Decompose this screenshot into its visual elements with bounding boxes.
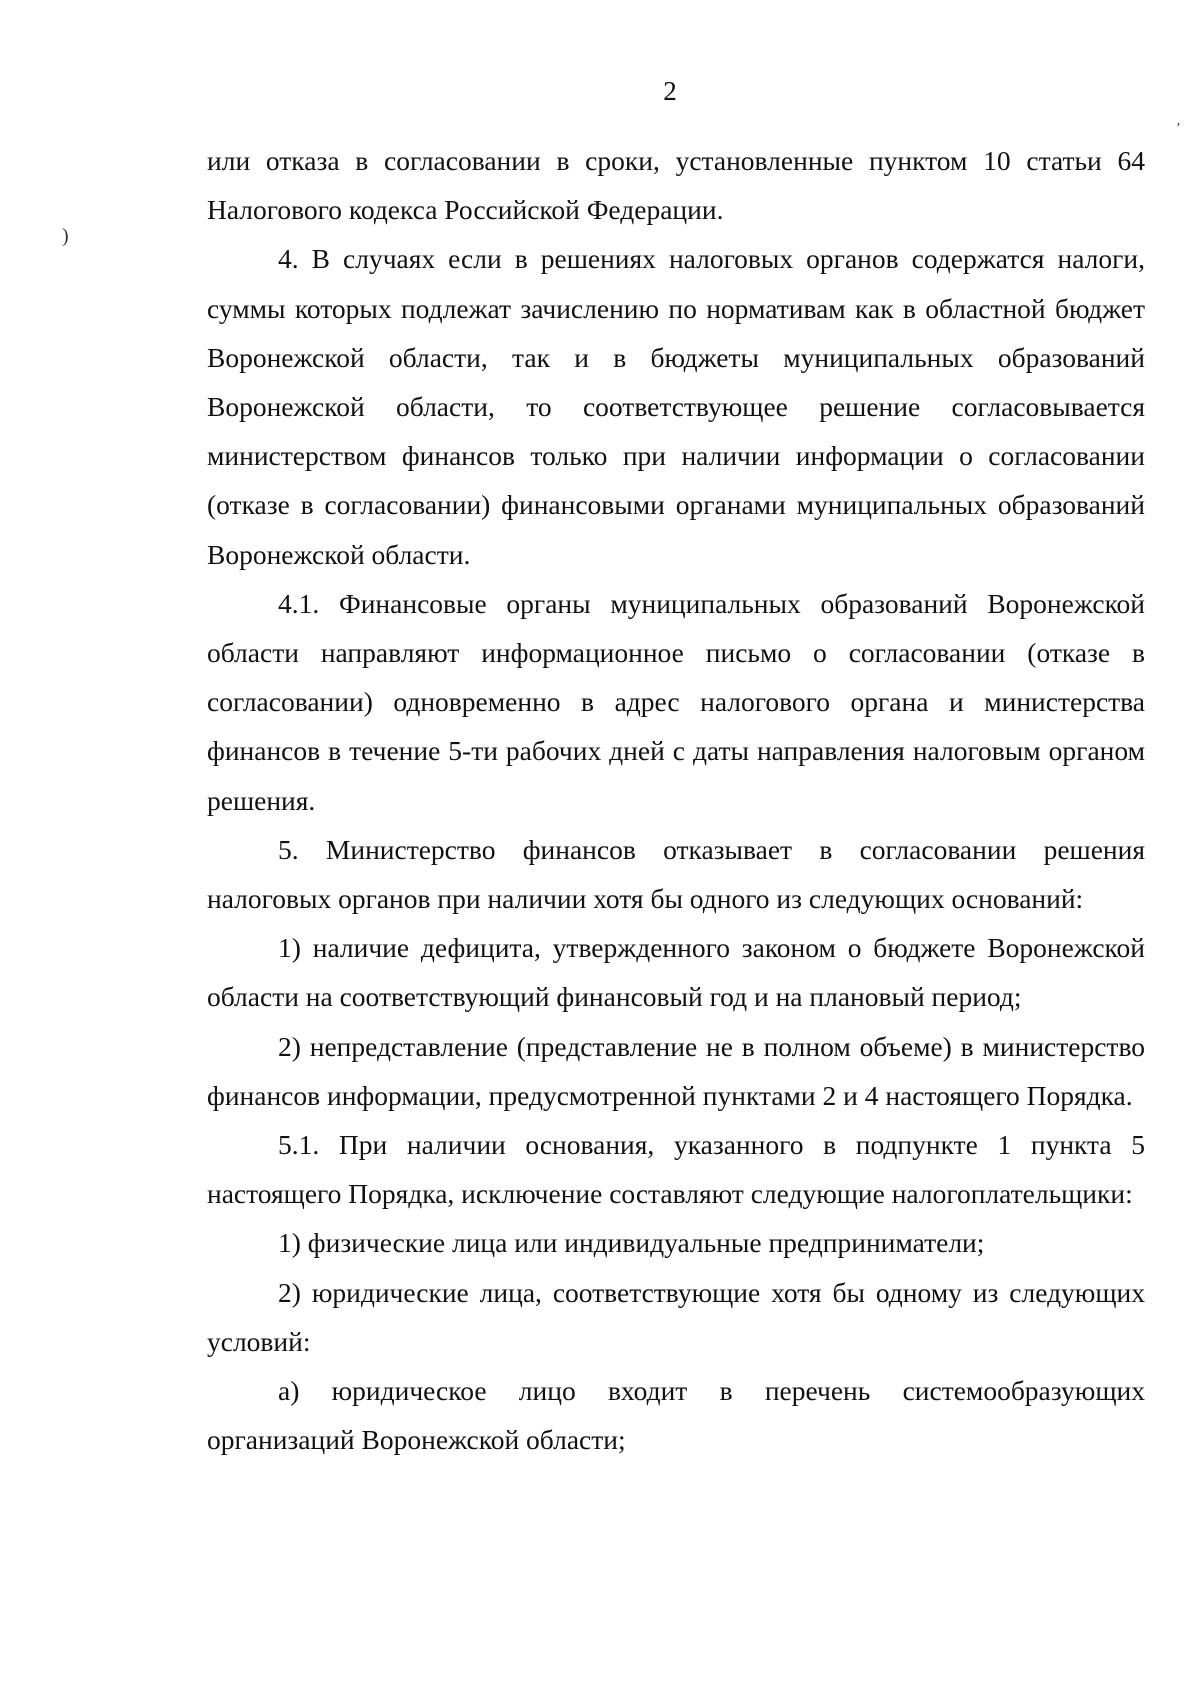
paragraph-item-5-1: 5.1. При наличии основания, указанного в подпункте 1 пункта 5 настоящего Порядка, исключение составляют следующие налогоплательщики: — [207, 1129, 1145, 1210]
paragraph-item-5-subitem-2: 2) непредставление (представление не в полном объеме) в министерство финансов информации, предусмотренной пунктами 2 и 4 настоящего Порядка. — [207, 1030, 1145, 1111]
paragraph-item-4: 4. В случаях если в решениях налоговых органов содержатся налоги, суммы которых подлежат зачислению по нормативам как в областной бюджет Воронежской области, так и в бюджеты муниципальных образований Воронежской области, то соответствующее решение согласовывается министерством финансов только при наличии информации о согласовании (отказе в согласовании) финансовыми органами муниципальных образований Воронежской области. — [207, 243, 1145, 570]
paragraph-item-5-1-subitem-a: а) юридическое лицо входит в перечень системообразующих организаций Воронежской области; — [207, 1375, 1145, 1456]
paragraph-item-5-1-subitem-2: 2) юридические лица, соответствующие хотя бы одному из следующих условий: — [207, 1276, 1145, 1357]
page-number: 2 — [663, 76, 677, 106]
paragraph-continuation: или отказа в согласовании в сроки, установленные пунктом 10 статьи 64 Налогового кодекса Российской Федерации. — [207, 145, 1145, 226]
paragraph-item-5-subitem-1: 1) наличие дефицита, утвержденного законом о бюджете Воронежской области на соответствующий финансовый год и на плановый период; — [207, 932, 1145, 1013]
paragraph-item-4-1: 4.1. Финансовые органы муниципальных образований Воронежской области направляют информационное письмо о согласовании (отказе в согласовании) одновременно в адрес налогового органа и министерства финансов в течение 5-ти рабочих дней с даты направления налоговым органом решения. — [207, 587, 1145, 816]
document-body — [207, 136, 1145, 1464]
paragraph-item-5-1-subitem-1: 1) физические лица или индивидуальные предприниматели; — [278, 1227, 985, 1259]
paragraph-item-5: 5. Министерство финансов отказывает в согласовании решения налоговых органов при наличии хотя бы одного из следующих оснований: — [207, 833, 1145, 915]
scan-speck: ’ — [1176, 121, 1181, 136]
scan-speck: ) — [62, 225, 69, 247]
